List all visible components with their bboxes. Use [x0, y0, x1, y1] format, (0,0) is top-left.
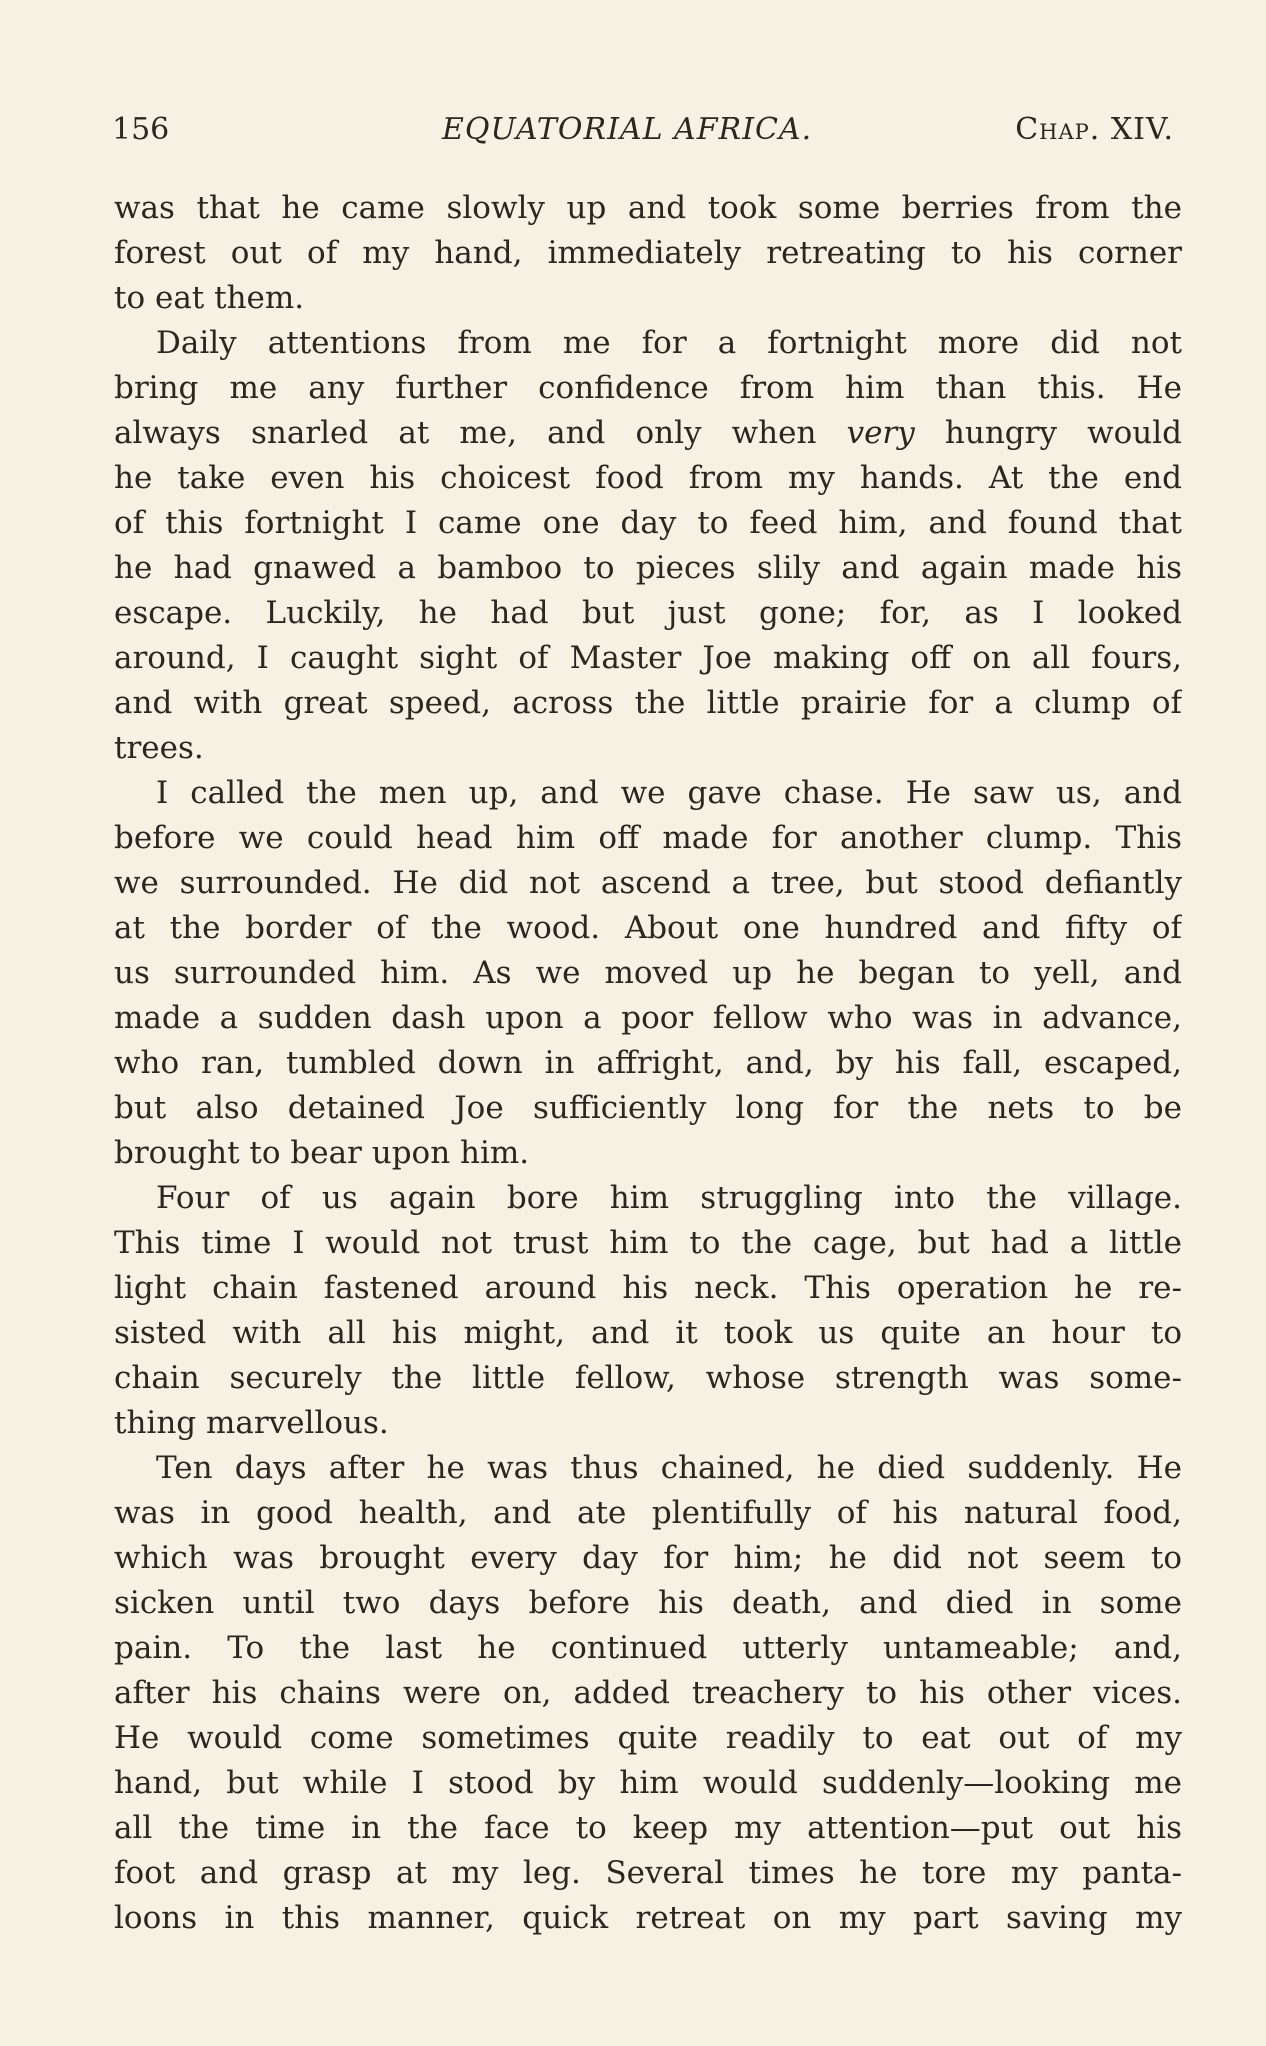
- text-line: us surrounded him. As we moved up he began to yell, and: [114, 955, 1182, 991]
- text-line: but also detained Joe sufficiently long for the nets to be: [114, 1090, 1182, 1126]
- text-line: hand, but while I stood by him would suddenly—looking me: [114, 1765, 1182, 1801]
- text-line: which was brought every day for him; he did not seem to: [114, 1540, 1182, 1576]
- running-title: EQUATORIAL AFRICA.: [442, 112, 813, 147]
- text-line: to eat them.: [114, 280, 305, 316]
- text-line: he had gnawed a bamboo to pieces slily and again made his: [114, 550, 1182, 586]
- text-line: he take even his choicest food from my hands. At the end: [114, 460, 1182, 496]
- text-line: Ten days after he was thus chained, he died suddenly. He: [156, 1450, 1182, 1486]
- emphasized-word: very: [846, 415, 915, 451]
- text-line: He would come sometimes quite readily to eat out of my: [114, 1720, 1182, 1756]
- page-header: [112, 112, 1174, 156]
- text-line: sisted with all his might, and it took us quite an hour to: [114, 1315, 1182, 1351]
- text-line: loons in this manner, quick retreat on my part saving my: [114, 1900, 1182, 1936]
- chapter-label: Chap. XIV.: [1015, 112, 1174, 147]
- text-line: who ran, tumbled down in affright, and, by his fall, escaped,: [114, 1045, 1182, 1081]
- text-line: bring me any further confidence from him than this. He: [114, 370, 1182, 406]
- text-line: and with great speed, across the little prairie for a clump of: [114, 685, 1182, 721]
- text-line-with-emphasis: [114, 411, 1182, 456]
- text-line: made a sudden dash upon a poor fellow who was in advance,: [114, 1000, 1182, 1036]
- text-line: all the time in the face to keep my attention—put out his: [114, 1810, 1182, 1846]
- text-line: pain. To the last he continued utterly untameable; and,: [114, 1630, 1182, 1666]
- text-segment: always snarled at me, and only when: [114, 415, 847, 451]
- text-line: was in good health, and ate plentifully of his natural food,: [114, 1495, 1182, 1531]
- text-line: sicken until two days before his death, and died in some: [114, 1585, 1182, 1621]
- text-line: thing marvellous.: [114, 1405, 389, 1441]
- text-line: brought to bear upon him.: [114, 1135, 530, 1171]
- text-line: of this fortnight I came one day to feed him, and found that: [114, 505, 1182, 541]
- body-text: [114, 186, 1182, 1941]
- text-segment: hungry would: [914, 415, 1182, 451]
- text-line: around, I caught sight of Master Joe making off on all fours,: [114, 640, 1182, 676]
- text-line: we surrounded. He did not ascend a tree, but stood defiantly: [114, 865, 1182, 901]
- text-line: foot and grasp at my leg. Several times he tore my panta-: [114, 1855, 1182, 1891]
- text-line: at the border of the wood. About one hundred and fifty of: [114, 910, 1182, 946]
- text-line: was that he came slowly up and took some berries from the: [114, 190, 1182, 226]
- text-line: forest out of my hand, immediately retreating to his corner: [114, 235, 1182, 271]
- text-line: after his chains were on, added treachery to his other vices.: [114, 1675, 1182, 1711]
- text-line: Daily attentions from me for a fortnight more did not: [156, 325, 1182, 361]
- text-line: escape. Luckily, he had but just gone; for, as I looked: [114, 595, 1182, 631]
- page-number: 156: [112, 112, 170, 147]
- text-line: Four of us again bore him struggling into the village.: [156, 1180, 1182, 1216]
- text-line: light chain fastened around his neck. This operation he re-: [114, 1270, 1182, 1306]
- text-line: chain securely the little fellow, whose strength was some-: [114, 1360, 1182, 1396]
- text-line: This time I would not trust him to the cage, but had a little: [114, 1225, 1182, 1261]
- text-line: before we could head him off made for another clump. This: [114, 820, 1182, 856]
- text-line: I called the men up, and we gave chase. He saw us, and: [156, 775, 1182, 811]
- text-line: trees.: [114, 730, 204, 766]
